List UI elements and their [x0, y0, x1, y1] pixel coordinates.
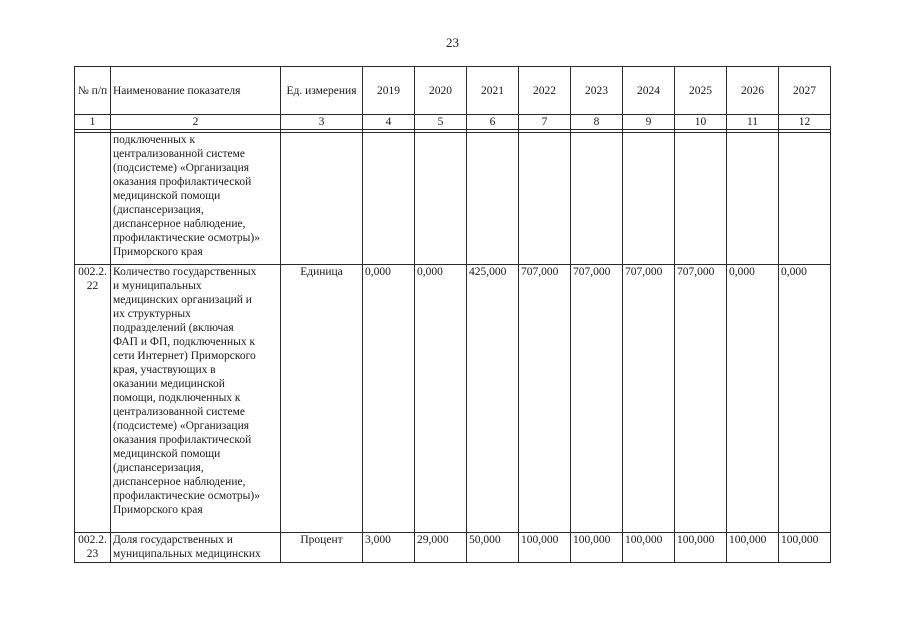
column-header: 2020: [415, 67, 467, 115]
column-header: 2026: [727, 67, 779, 115]
indicator-name-line: медицинской помощи: [113, 190, 221, 202]
indicator-name-line: профилактические осмотры)»: [113, 232, 260, 244]
indicator-name-line: медицинских организаций и: [113, 294, 252, 306]
column-number: 6: [467, 115, 519, 130]
indicator-name-line: края, участвующих в: [113, 364, 216, 376]
value-cell: 0,000: [727, 265, 779, 533]
indicator-name-line: оказания профилактической: [113, 434, 252, 446]
value-cell: 50,000: [467, 533, 519, 563]
indicator-name-line: Приморского края: [113, 504, 203, 516]
page-number: 23: [446, 35, 459, 50]
row-code-line: 22: [86, 280, 99, 292]
value-cell: 100,000: [675, 533, 727, 563]
column-number: 7: [519, 115, 571, 130]
column-number: 9: [623, 115, 675, 130]
column-number: 4: [363, 115, 415, 130]
value-cell: [779, 133, 831, 265]
column-header: 2022: [519, 67, 571, 115]
column-header: Ед. измерения: [281, 67, 363, 115]
table-row: [75, 265, 831, 533]
header-row: [75, 67, 831, 115]
indicator-name-line: централизованной системе: [113, 406, 245, 418]
column-header: 2025: [675, 67, 727, 115]
value-cell: 3,000: [363, 533, 415, 563]
indicator-name: [111, 533, 281, 563]
value-cell: 100,000: [727, 533, 779, 563]
indicator-name-line: муниципальных медицинских: [113, 548, 261, 560]
column-number: 2: [111, 115, 281, 130]
indicator-name-line: и муниципальных: [113, 280, 202, 292]
indicator-name-line: (диспансеризация,: [113, 462, 204, 474]
indicator-name-line: (диспансеризация,: [113, 204, 204, 216]
value-cell: 707,000: [675, 265, 727, 533]
value-cell: [571, 133, 623, 265]
column-number: 12: [779, 115, 831, 130]
value-cell: 0,000: [415, 265, 467, 533]
indicator-name-line: (подсистеме) «Организация: [113, 420, 250, 432]
column-header: № п/п: [75, 67, 111, 115]
value-cell: 707,000: [623, 265, 675, 533]
row-code-line: 23: [86, 548, 99, 560]
indicator-name-line: (подсистеме) «Организация: [113, 162, 250, 174]
value-cell: 707,000: [571, 265, 623, 533]
indicator-name-line: Приморского края: [113, 246, 203, 258]
row-code-line: 002.2.: [78, 534, 107, 546]
indicator-name-line: подключенных к: [113, 134, 196, 146]
indicator-name: [111, 133, 281, 265]
indicator-name: [111, 265, 281, 533]
value-cell: 0,000: [363, 265, 415, 533]
row-code: [75, 133, 111, 265]
indicator-name-line: медицинской помощи: [113, 448, 221, 460]
value-cell: 425,000: [467, 265, 519, 533]
indicator-name-line: ФАП и ФП, подключенных к: [113, 336, 256, 348]
value-cell: [415, 133, 467, 265]
indicator-name-line: Количество государственных: [113, 266, 257, 278]
unit-cell: [281, 133, 363, 265]
row-code-line: 002.2.: [78, 266, 107, 278]
table-row: [75, 533, 831, 563]
value-cell: [623, 133, 675, 265]
indicator-name-line: Доля государственных и: [113, 534, 233, 546]
column-header: 2027: [779, 67, 831, 115]
value-cell: 0,000: [779, 265, 831, 533]
column-header: 2019: [363, 67, 415, 115]
column-header: 2021: [467, 67, 519, 115]
value-cell: 707,000: [519, 265, 571, 533]
indicator-name-line: диспансерное наблюдение,: [113, 476, 246, 488]
value-cell: 29,000: [415, 533, 467, 563]
indicator-name-line: профилактические осмотры)»: [113, 490, 260, 502]
indicator-name-line: помощи, подключенных к: [113, 392, 241, 404]
column-number: 11: [727, 115, 779, 130]
column-number: 1: [75, 115, 111, 130]
unit-cell: Единица: [281, 265, 363, 533]
indicator-name-line: подразделений (включая: [113, 322, 234, 334]
value-cell: [363, 133, 415, 265]
column-header: 2024: [623, 67, 675, 115]
row-code: [75, 533, 111, 563]
unit-cell: Процент: [281, 533, 363, 563]
indicator-name-line: оказании медицинской: [113, 378, 225, 390]
column-number: 5: [415, 115, 467, 130]
column-number: 8: [571, 115, 623, 130]
value-cell: [675, 133, 727, 265]
value-cell: 100,000: [519, 533, 571, 563]
value-cell: [519, 133, 571, 265]
column-header: Наименование показателя: [111, 67, 281, 115]
indicator-name-line: централизованной системе: [113, 148, 245, 160]
column-number: 10: [675, 115, 727, 130]
indicator-name-line: сети Интернет) Приморского: [113, 350, 256, 362]
value-cell: [727, 133, 779, 265]
row-code: [75, 265, 111, 533]
indicator-name-line: диспансерное наблюдение,: [113, 218, 246, 230]
value-cell: 100,000: [623, 533, 675, 563]
indicators-table: [74, 66, 831, 563]
value-cell: 100,000: [779, 533, 831, 563]
column-header: 2023: [571, 67, 623, 115]
indicator-name-line: их структурных: [113, 308, 191, 320]
value-cell: 100,000: [571, 533, 623, 563]
value-cell: [467, 133, 519, 265]
column-number: 3: [281, 115, 363, 130]
indicator-name-line: оказания профилактической: [113, 176, 252, 188]
table-row: [75, 133, 831, 265]
column-number-row: [75, 115, 831, 130]
